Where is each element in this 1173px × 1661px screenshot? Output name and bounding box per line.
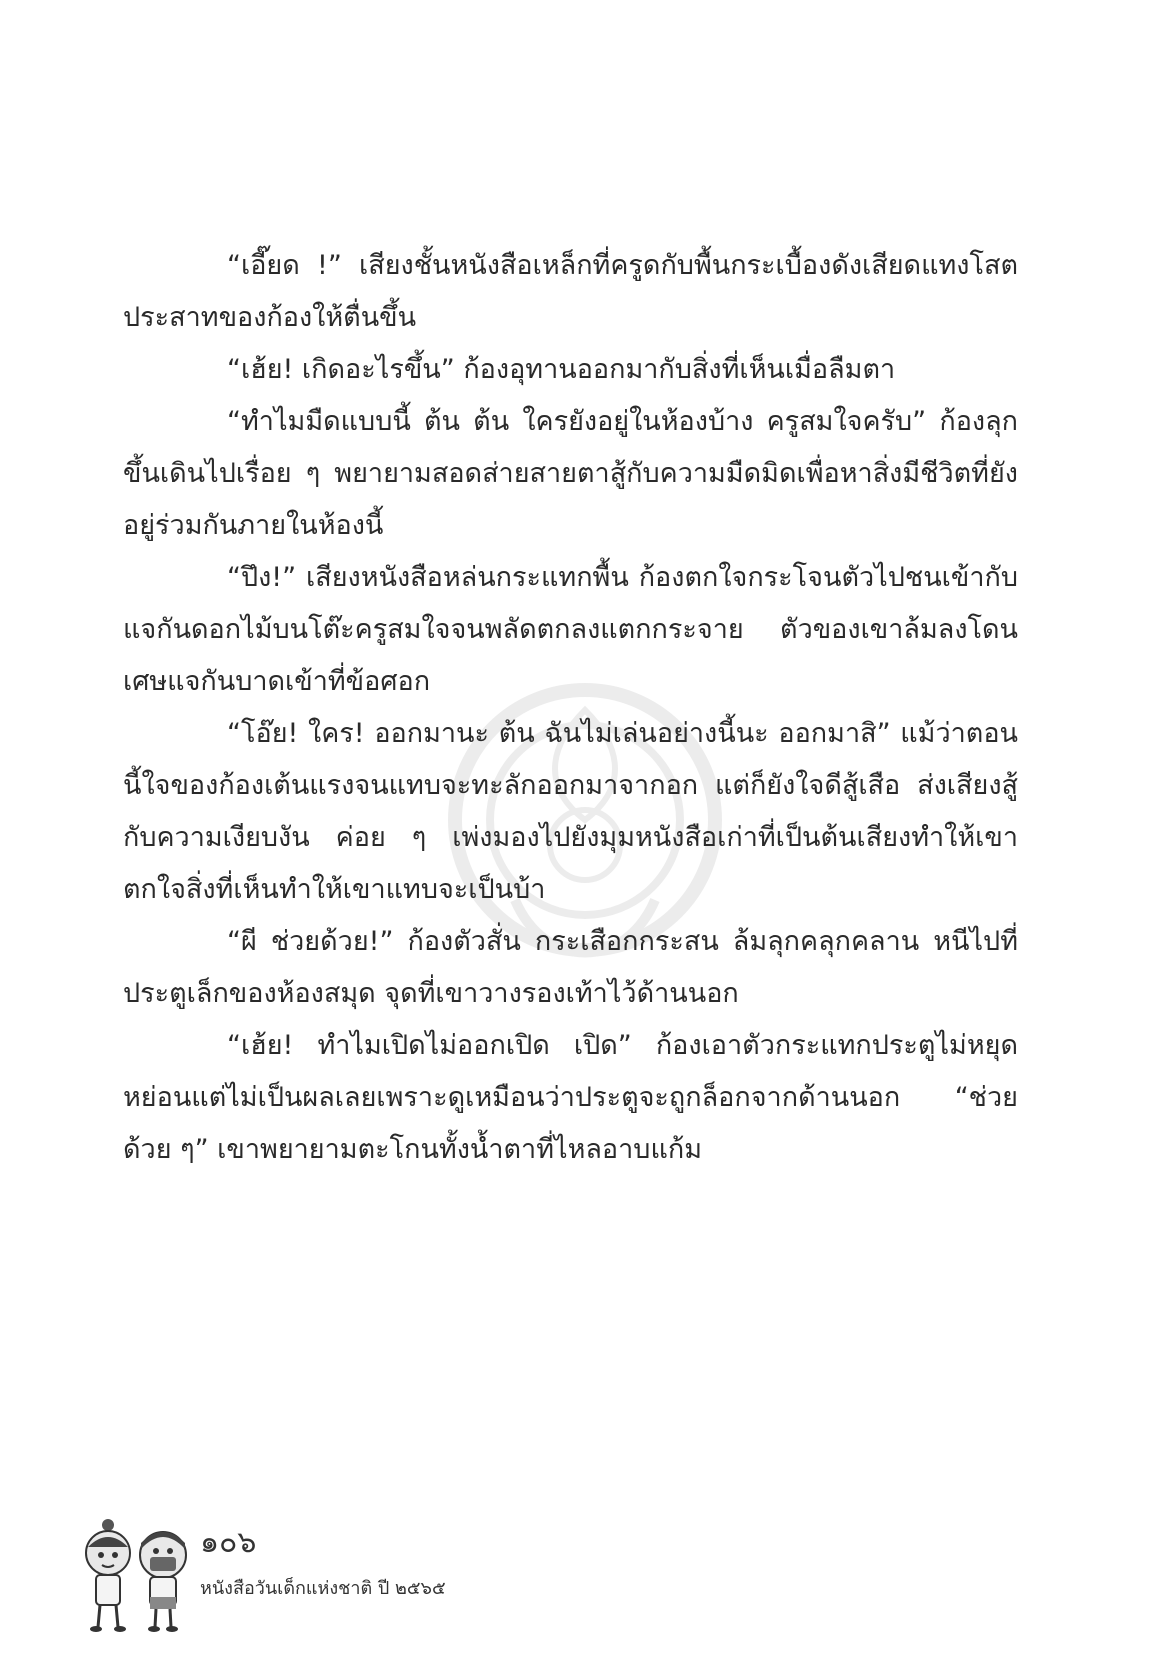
paragraph-2: “เฮ้ย! เกิดอะไรขึ้น” ก้องอุทานออกมากับสิ่งที่เห็นเมื่อลืมตา [227, 354, 896, 385]
story-body [123, 240, 1018, 1176]
paragraph-4: “ปึง!” เสียงหนังสือหล่นกระแทกพื้น ก้องตกใจกระโจนตัวไปชนเข้ากับแจกันดอกไม้บนโต๊ะครูสมใจจนพลัดตกลงแตกกระจาย ตัวของเขาล้มลงโดนเศษแจกันบาดเข้าที่ข้อศอก [123, 562, 1018, 697]
page-footer [78, 1515, 498, 1635]
paragraph-5: “โอ๊ย! ใคร! ออกมานะ ต้น ฉันไม่เล่นอย่างนี้นะ ออกมาสิ” แม้ว่าตอนนี้ใจของก้องเต้นแรงจนแทบจะทะลักออกมาจากอก แต่ก็ยังใจดีสู้เสือ ส่งเสียงสู้กับความเงียบงัน ค่อย ๆ เพ่งมองไปยังมุมหนังสือเก่าที่เป็นต้นเสียงทำให้เขาตกใจสิ่งที่เห็นทำให้เขาแทบจะเป็นบ้า [123, 718, 1018, 905]
paragraph-7: “เฮ้ย! ทำไมเปิดไม่ออกเปิด เปิด” ก้องเอาตัวกระแทกประตูไม่หยุดหย่อนแต่ไม่เป็นผลเลยเพราะดูเหมือนว่าประตูจะถูกล็อกจากด้านนอก “ช่วยด้วย ๆ” เขาพยายามตะโกนทั้งน้ำตาที่ไหลอาบแก้ม [123, 1030, 1018, 1165]
two-children-cartoon-icon [78, 1515, 198, 1635]
paragraph-1: “เอี๊ยด !” เสียงชั้นหนังสือเหล็กที่ครูดกับพื้นกระเบื้องดังเสียดแทงโสตประสาทของก้องให้ตื่นขึ้น [123, 250, 1018, 333]
page-number: ๑๐๖ [200, 1525, 257, 1560]
paragraph-3: “ทำไมมืดแบบนี้ ต้น ต้น ใครยังอยู่ในห้องบ้าง ครูสมใจครับ” ก้องลุกขึ้นเดินไปเรื่อย ๆ พยายามสอดส่ายสายตาสู้กับความมืดมิดเพื่อหาสิ่งมีชีวิตที่ยังอยู่ร่วมกันภายในห้องนี้ [123, 406, 1018, 541]
book-title: หนังสือวันเด็กแห่งชาติ ปี ๒๕๖๕ [200, 1578, 446, 1599]
paragraph-6: “ผี ช่วยด้วย!” ก้องตัวสั่น กระเสือกกระสน ล้มลุกคลุกคลาน หนีไปที่ประตูเล็กของห้องสมุด จุดที่เขาวางรองเท้าไว้ด้านนอก [123, 926, 1018, 1009]
